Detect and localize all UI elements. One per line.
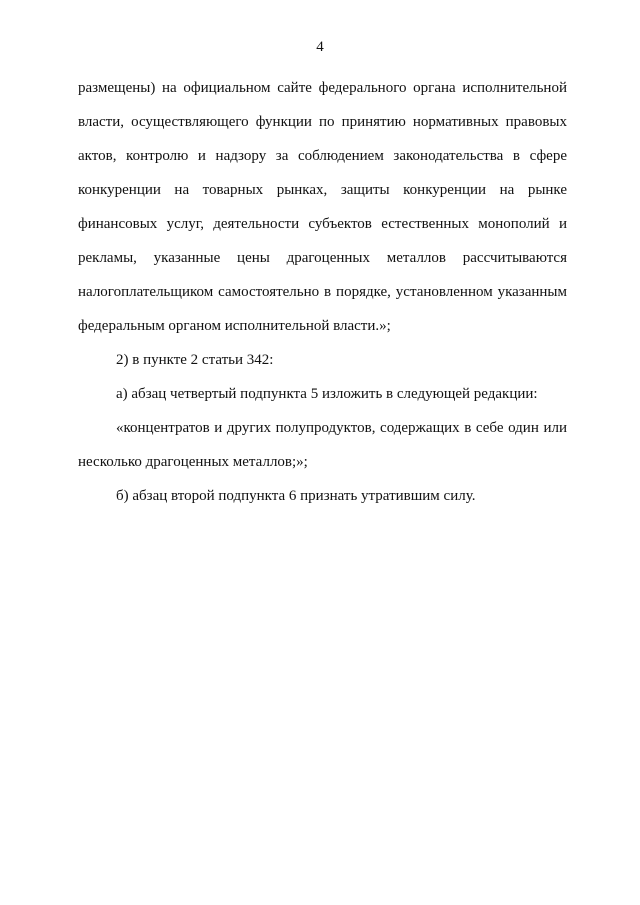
text-line: власти, осуществляющего функции по принятию нормативных правовых [78,114,567,130]
paragraph-item-2: 2) в пункте 2 статьи 342: [116,352,274,368]
document-body [78,74,567,516]
text-line: конкуренции на товарных рынках, защиты конкуренции на рынке [78,182,567,198]
text-line: размещены) на официальном сайте федерального органа исполнительной [78,80,567,96]
text-line: федеральным органом исполнительной власти.»; [78,318,391,334]
quoted-text-line: несколько драгоценных металлов;»; [78,454,308,470]
page-number: 4 [316,39,324,55]
paragraph-item-a: а) абзац четвертый подпункта 5 изложить в следующей редакции: [116,386,538,402]
text-line: финансовых услуг, деятельности субъектов естественных монополий и [78,216,567,232]
text-line: актов, контролю и надзору за соблюдением законодательства в сфере [78,148,567,164]
paragraph-item-b: б) абзац второй подпункта 6 признать утратившим силу. [116,488,476,504]
text-line: налогоплательщиком самостоятельно в порядке, установленном указанным [78,284,567,300]
quoted-text-line: «концентратов и других полупродуктов, содержащих в себе один или [116,420,567,436]
text-line: рекламы, указанные цены драгоценных металлов рассчитываются [78,250,567,266]
